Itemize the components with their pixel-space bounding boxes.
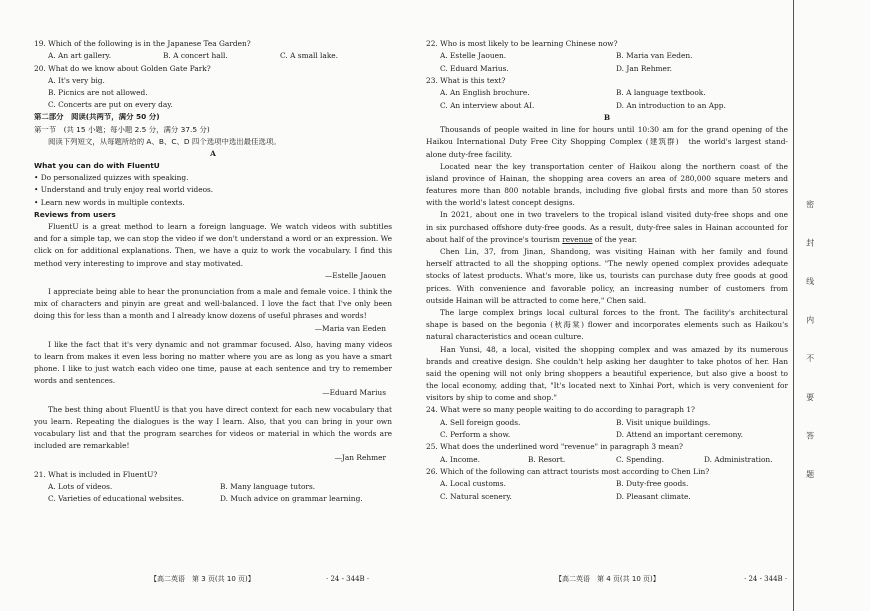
paragraph-line: said the opening will not only bring shoppers a beautiful experience, but also give a boost to — [426, 369, 788, 378]
paragraph-line: brands and creative design. She couldn't help asking her daughter to take photos of her. Han — [426, 357, 788, 366]
option-22-b: B. Maria van Eeden. — [616, 52, 693, 61]
option-21-b: B. Many language tutors. — [220, 482, 316, 491]
review-2 — [34, 288, 392, 337]
option-24-a: A. Sell foreign goods. — [440, 418, 521, 427]
review-3-author: —Eduard Marius — [322, 389, 386, 398]
page-3-footer: 【高二英语 第 3 页(共 10 页)】 — [150, 575, 255, 583]
paragraph-line: Thousands of people waited in line for hours until 10:30 am for the grand opening of the — [440, 126, 788, 135]
review-line: click on for additional explanations. Then, we have a quiz to work the vocabulary. I find this — [34, 247, 392, 256]
review-line: doing this for less than a month and I already know dozens of useful phrases and words! — [34, 312, 367, 321]
option-23-d: D. An introduction to an App. — [616, 101, 726, 110]
option-26-d: D. Pleasant climate. — [616, 492, 691, 501]
paragraph-line: prices. With convenience and favorable policy, an increasing number of customers from — [426, 284, 788, 293]
paragraph-6 — [426, 346, 788, 407]
option-20-c: C. Concerts are put on every day. — [48, 101, 173, 110]
passage-a-label: A — [210, 149, 216, 158]
question-26-options-row-1 — [426, 480, 788, 492]
paragraph-3 — [426, 211, 788, 248]
review-line: vocabulary list and that the program searches for videos or material in which the words are — [34, 430, 392, 439]
question-24-options-row-2 — [426, 431, 788, 443]
paragraph-line: outside Hainan will be attracted to come here," Chen said. — [426, 296, 647, 305]
paragraph-line — [426, 236, 788, 248]
question-23-stem: 23. What is this text? — [426, 76, 506, 85]
review-line: method very interesting to improve and stay motivated. — [34, 259, 244, 268]
review-line: mix of characters and pinyin are great and well-balanced. I love the fact that I've only been — [34, 300, 392, 309]
section-1-title: 第一节 (共 15 小题；每小题 2.5 分，满分 37.5 分) — [34, 125, 210, 134]
question-20-stem: 20. What do we know about Golden Gate Park? — [34, 64, 211, 73]
question-25-options — [426, 456, 788, 468]
question-19-options — [34, 52, 392, 64]
review-1 — [34, 223, 392, 284]
option-26-c: C. Natural scenery. — [440, 492, 512, 501]
question-19-stem: 19. Which of the following is in the Japanese Tea Garden? — [34, 40, 251, 48]
option-22-d: D. Jan Rehmer. — [616, 64, 672, 73]
question-23-options-row-2 — [426, 102, 788, 114]
paragraph-line: stocks of latest products. What's more, like us, tourists can purchase duty free goods at good — [426, 272, 788, 281]
bullet-1: • Do personalized quizzes with speaking. — [34, 174, 189, 183]
paragraph-line: the local economy, adding that, "It's located next to Xinhai Port, which is very convenient for — [426, 382, 788, 391]
option-24-d: D. Attend an important ceremony. — [616, 431, 743, 440]
paragraph-line: features more than 800 notable brands, including five global firsts and more than 50 stores — [426, 187, 788, 196]
seal-line-margin — [793, 0, 870, 611]
option-19-c: C. A small lake. — [280, 52, 339, 61]
part-2-title: 第二部分 阅读(共两节，满分 50 分) — [34, 113, 160, 122]
paragraph-line: visitors by ship to come and shop." — [426, 394, 557, 403]
paragraph-line: in six purchased offshore duty-free goods. As a result, duty-free sales in Hainan accounted for — [426, 223, 788, 232]
right-column — [426, 40, 788, 505]
section-1-instructions: 阅读下列短文，从每题所给的 A、B、C、D 四个选项中选出最佳选项。 — [48, 137, 281, 146]
review-line: words and sentences. — [34, 377, 116, 386]
question-26-options-row-2 — [426, 493, 788, 505]
underlined-word-revenue: revenue — [562, 235, 593, 244]
review-line: phone. I like to just watch each video one time, pause at each sentence and try to remember — [34, 365, 392, 374]
question-22-options-row-2 — [426, 65, 788, 77]
paragraph-line: In 2021, about one in two travelers to the tropical island visited duty-free shops and one — [440, 211, 788, 220]
review-line: included are remarkable! — [34, 442, 130, 451]
option-25-c: C. Spending. — [616, 455, 664, 464]
seal-line-notice: 密 封 线 内 不 要 答 题 — [805, 200, 815, 492]
review-line: and for a simple tap, we can stop the video if we don't understand a word or an expression. We — [34, 235, 392, 244]
passage-a-heading: What you can do with FluentU — [34, 162, 160, 171]
question-21-options-row-2 — [34, 495, 392, 507]
option-23-b: B. A language textbook. — [616, 89, 706, 98]
review-line: The best thing about FluentU is that you have direct context for each new vocabulary that — [48, 405, 392, 414]
review-line: to learn from makes it even less boring no matter where you are as long as you have a smart — [34, 352, 392, 361]
paragraph-line: Located near the key transportation center of Haikou along the northern coast of the — [440, 162, 788, 171]
option-22-c: C. Eduard Marius. — [440, 64, 509, 73]
option-25-b: B. Resort. — [528, 455, 566, 464]
option-26-b: B. Duty-free goods. — [616, 480, 689, 489]
option-24-c: C. Perform a show. — [440, 431, 511, 440]
option-25-a: A. Income. — [440, 455, 481, 464]
question-23-options-row-1 — [426, 89, 788, 101]
option-23-a: A. An English brochure. — [440, 89, 530, 98]
option-21-a: A. Lots of videos. — [48, 482, 113, 491]
page-4-code: · 24 - 344B · — [744, 575, 788, 583]
option-24-b: B. Visit unique buildings. — [616, 418, 711, 427]
question-21-options-row-1 — [34, 483, 392, 495]
paragraph-line: natural characteristics and ocean culture. — [426, 333, 584, 342]
review-4-author: —Jan Rehmer — [334, 454, 386, 463]
review-1-author: —Estelle Jaouen — [324, 271, 386, 280]
option-26-a: A. Local customs. — [440, 480, 506, 489]
paragraph-line: The large complex brings local cultural forces to the front. The facility's architectural — [440, 308, 788, 317]
review-line: FluentU is a great method to learn a foreign language. We watch videos with subtitles — [48, 223, 392, 232]
paragraph-line: Chen Lin, 37, from Jinan, Shandong, was visiting Hainan with her family and found — [440, 248, 788, 256]
question-24-stem: 24. What were so many people waiting to do according to paragraph 1? — [426, 406, 695, 415]
option-21-d: D. Much advice on grammar learning. — [220, 495, 363, 504]
option-22-a: A. Estelle Jaouen. — [440, 52, 507, 61]
paragraph-1 — [426, 126, 788, 163]
question-26-stem: 26. Which of the following can attract tourists most according to Chen Lin? — [426, 467, 710, 476]
page-3-code: · 24 - 344B · — [326, 575, 370, 583]
review-line: I appreciate being able to hear the pronunciation from a male and female voice. I think the — [48, 287, 392, 296]
review-line: I like the fact that it's very dynamic and not grammar focused. Also, having many videos — [48, 340, 392, 349]
paragraph-2 — [426, 163, 788, 212]
option-25-d: D. Administration. — [704, 455, 773, 464]
bullet-2: • Understand and truly enjoy real world videos. — [34, 186, 214, 195]
paragraph-line: island province of Hainan, the shopping area covers an area of 280,000 square meters and — [426, 174, 788, 183]
paragraph-line: shape is based on the begonia (秋海棠) flower and incorporates elements such as Haikou's — [426, 321, 788, 330]
paragraph-5 — [426, 309, 788, 346]
paragraph-line: with the world's latest concept designs. — [426, 199, 575, 208]
review-3 — [34, 341, 392, 402]
option-23-c: C. An interview about AI. — [440, 101, 535, 110]
option-19-b: B. A concert hall. — [163, 52, 228, 61]
question-22-options-row-1 — [426, 52, 788, 64]
paragraph-line: Haikou International Duty Free City Shopping Complex (建筑群) the world's largest stand- — [426, 138, 788, 147]
left-column — [34, 40, 392, 508]
bullet-3: • Learn new words in multiple contexts. — [34, 198, 185, 207]
paragraph-line: alone duty-free facility. — [426, 150, 513, 159]
page-4-footer: 【高二英语 第 4 页(共 10 页)】 — [555, 575, 660, 583]
paragraph-line: herself attracted to all the shopping options. "The newly opened complex provides adequate — [426, 260, 788, 269]
question-25-stem: 25. What does the underlined word "revenue" in paragraph 3 mean? — [426, 443, 683, 452]
option-21-c: C. Varieties of educational websites. — [48, 495, 184, 504]
paragraph-text: of the year. — [592, 235, 637, 244]
review-line: you learn. Repeating the dialogues is the way I learn. Also, that you can bring in your own — [34, 417, 392, 426]
paragraph-text: about half of the province's tourism — [426, 235, 563, 244]
paragraph-4 — [426, 248, 788, 309]
review-4 — [34, 406, 392, 467]
passage-b-label: B — [603, 113, 611, 122]
option-20-b: B. Picnics are not allowed. — [48, 88, 148, 97]
option-20-a: A. It's very big. — [48, 76, 105, 85]
option-19-a: A. An art gallery. — [48, 52, 112, 61]
question-24-options-row-1 — [426, 419, 788, 431]
reviews-heading: Reviews from users — [34, 210, 116, 219]
question-21-stem: 21. What is included in FluentU? — [34, 470, 158, 479]
question-22-stem: 22. Who is most likely to be learning Chinese now? — [426, 40, 618, 48]
paragraph-line: Han Yunsi, 48, a local, visited the shopping complex and was amazed by its numerous — [440, 345, 788, 354]
review-2-author: —Maria van Eeden — [314, 324, 386, 333]
